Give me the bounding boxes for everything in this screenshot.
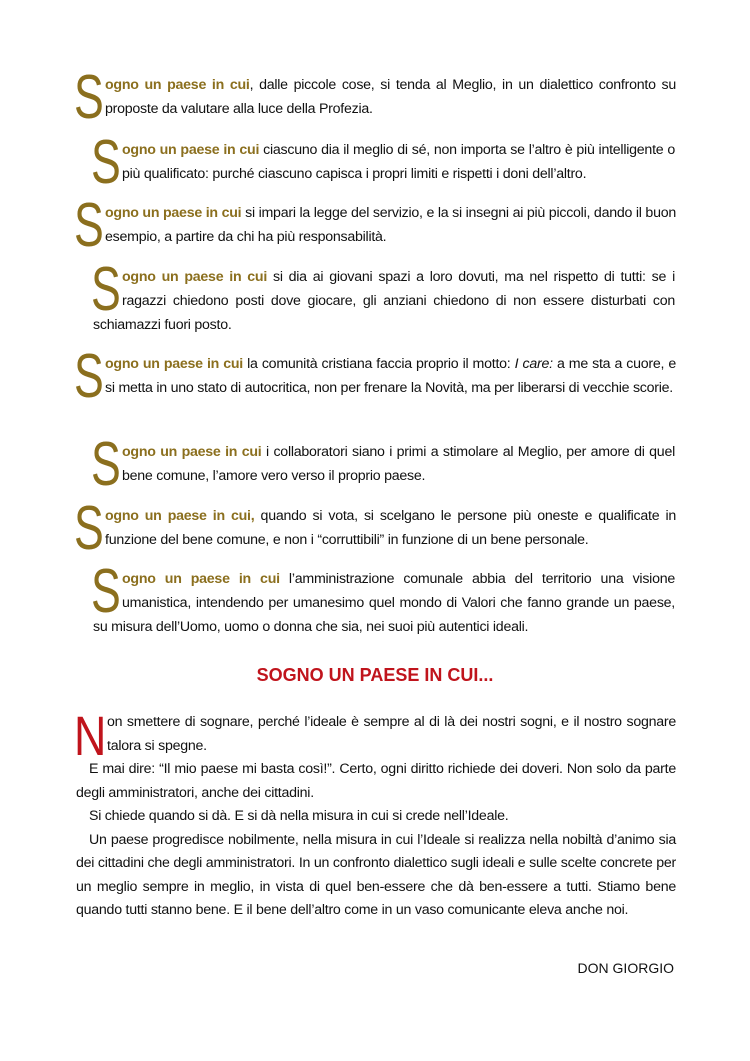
dream-paragraph-7 [74,494,676,563]
paragraph-lead: ogno un paese in cui [122,269,268,285]
closing-paragraph-1 [74,704,676,767]
paragraph-lead: ogno un paese in cui [105,205,242,221]
paragraph-lead: ogno un paese in cui [105,356,243,372]
dream-paragraph-2 [91,128,675,197]
paragraph-text: i collaboratori siano i primi a stimolare al Meglio, per amore di quel bene comune, l’amore vero verso il proprio paese. [122,444,675,484]
dream-paragraph-4 [91,255,675,337]
dream-paragraph-3 [74,191,676,260]
paragraph-text: ciascuno dia il meglio di sé, non importa se l’altro è più intelligente o più qualificato: purché ciascuno capisca i propri limiti e rispetti i doni dell’altro. [122,142,675,182]
paragraph-text: , dalle piccole cose, si tenda al Meglio, in un dialettico confronto su proposte da valutare alla luce della Profezia. [105,77,676,117]
section-heading: SOGNO UN PAESE IN CUI... [256,665,494,685]
paragraph-lead: ogno un paese in cui [105,77,250,93]
closing-text [74,704,676,923]
paragraph-italic: I care: [514,356,553,372]
paragraph-lead: ogno un paese in cui, [105,508,255,524]
paragraph-text: a me sta a cuore, e si metta in uno stato di autocritica, non per frenare la Novità, ma per liberarsi di vecchie scorie. [105,356,676,396]
paragraph-text: la comunità cristiana faccia proprio il motto: [242,356,515,372]
drop-cap: S [91,430,121,499]
drop-cap: S [74,191,104,260]
drop-cap: S [91,557,121,626]
paragraph-text: l’amministrazione comunale abbia del territorio una visione umanistica, intendendo per umanesimo quel mondo di Valori che fanno grande un paese, su misura dell’Uomo, uomo o donna che sia, nei suoi più autentici ideali. [93,571,675,635]
drop-cap: S [74,494,104,563]
dream-paragraph-6 [91,430,675,499]
paragraph-lead: ogno un paese in cui [122,444,262,460]
dream-paragraph-8 [91,557,675,639]
closing-paragraph-3: Si chiede quando si dà. E si dà nella misura in cui si crede nell’Ideale. [89,808,509,824]
paragraph-text: si impari la legge del servizio, e la si insegni ai più piccoli, dando il buon esempio, a partire da chi ha più responsabilità. [105,205,676,245]
dream-paragraph-1 [74,63,676,132]
drop-cap: S [91,255,121,324]
drop-cap: S [74,63,104,132]
paragraph-lead: ogno un paese in cui [122,142,260,158]
closing-paragraph-2: E mai dire: “Il mio paese mi basta così!”. Certo, ogni diritto richiede dei doveri. Non solo da parte degli amministratori, anche dei cittadini. [76,761,676,801]
drop-cap: N [74,704,107,767]
drop-cap: S [91,128,121,197]
paragraph-text: si dia ai giovani spazi a loro dovuti, ma nel rispetto di tutti: se i ragazzi chiedono posti dove giocare, gli anziani chiedono di non essere disturbati con schiamazzi fuori posto. [93,269,675,333]
paragraph-text: quando si vota, si scelgano le persone più oneste e qualificate in funzione del bene comune, e non i “corruttibili” in funzione di un bene personale. [105,508,676,548]
closing-paragraph-4: Un paese progredisce nobilmente, nella misura in cui l’Ideale si realizza nella nobiltà d’animo sia dei cittadini che degli amministratori. In un confronto dialettico sugli ideali e sulle scelte concrete per un meglio sempre in meglio, in vista di quel ben-essere che dà ben-essere a tutti. Stiamo bene quando tutti stanno bene. E il bene dell’altro come in un vaso comunicante eleva anche noi. [76,831,676,918]
paragraph-lead: ogno un paese in cui [122,571,280,587]
drop-cap: S [74,342,104,411]
signature: DON GIORGIO [577,960,674,976]
closing-first-text: on smettere di sognare, perché l’ideale è sempre al di là dei nostri sogni, e il nostro sognare talora si spegne. [107,714,676,754]
dream-paragraph-5 [74,342,676,411]
